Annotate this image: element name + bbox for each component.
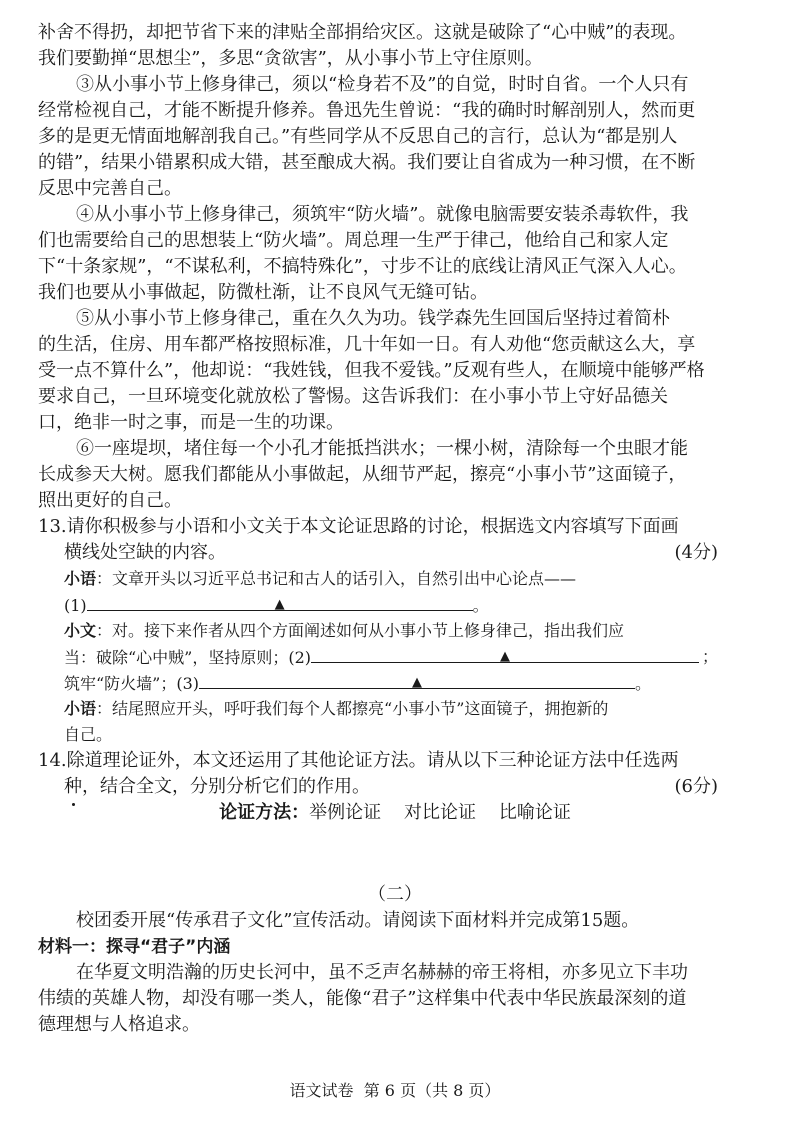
- material-1-line: 德理想与人格追求。: [38, 1014, 200, 1035]
- question-14-score: (6分): [674, 776, 718, 797]
- dialogue-text: ：文章开头以习近平总书记和古人的话引入，自然引出中心论点——: [96, 569, 577, 588]
- question-13-text-cont: 横线处空缺的内容。: [64, 542, 226, 563]
- speaker-label: 小文: [64, 621, 97, 640]
- para6-line: 长成参天大树。愿我们都能从小事做起，从细节严起，擦亮“小事小节”这面镜子，: [38, 464, 687, 485]
- dialogue-text: ：结尾照应开头，呼吁我们每个人都擦亮“小事小节”这面镜子，拥抱新的: [96, 699, 609, 718]
- question-13-text: [64, 540, 754, 566]
- question-13-score: (4分): [674, 542, 718, 563]
- section-intro: 校团委开展“传承君子文化”宣传活动。请阅读下面材料并完成第15题。: [76, 910, 640, 931]
- answer-line-1: [64, 592, 754, 618]
- para3-line: 多的是更无情面地解剖我自己。”有些同学从不反思自己的言行，总认为“都是别人: [38, 126, 678, 147]
- para5-line: 受一点不算什么”，他却说：“我姓钱，但我不爱钱。”反观有些人，在顺境中能够严格: [38, 360, 705, 381]
- material-1-line: 伟绩的英雄人物，却没有哪一类人，能像“君子”这样集中代表中华民族最深刻的道: [38, 988, 687, 1009]
- question-13-text: 13.请你积极参与小语和小文关于本文论证思路的讨论，根据选文内容填写下面画: [38, 516, 679, 537]
- para5-line: ⑤从小事小节上修身律己，重在久久为功。钱学森先生回国后坚持过着简朴: [76, 308, 670, 329]
- para4-line: 我们也要从小事做起，防微杜渐，让不良风气无缝可钻。: [38, 282, 488, 303]
- blank-end: 。: [472, 596, 489, 615]
- speaker-label: 小语: [64, 569, 97, 588]
- blank-marker: ▲: [500, 649, 511, 664]
- para5-line: 要求自己，一旦环境变化就放松了警惕。这告诉我们：在小事小节上守好品德关: [38, 386, 668, 407]
- para6-line: ⑥一座堤坝，堵住每一个小孔才能抵挡洪水；一棵小树，清除每一个虫眼才能: [76, 438, 688, 459]
- speaker-label: 小语: [64, 699, 97, 718]
- question-14-text: [64, 774, 754, 800]
- para5-line: 口，绝非一时之事，而是一生的功课。: [38, 412, 344, 433]
- dialogue-text: 自己。: [64, 725, 113, 744]
- para3-line: 经常检视自己，才能不断提升修养。鲁迅先生曾说：“我的确时时解剖别人，然而更: [38, 100, 696, 121]
- material-1-title: 材料一：探寻“君子”内涵: [38, 937, 231, 957]
- blank-end: ；: [701, 647, 718, 666]
- para3-line: ③从小事小节上修身律己，须以“检身若不及”的自觉，时时自省。一个人只有: [76, 74, 689, 95]
- material-1-line: 在华夏文明浩瀚的历史长河中，虽不乏声名赫赫的帝王将相，亦多见立下丰功: [76, 962, 688, 983]
- dialogue-text: 当：破除“心中贼”，坚持原则；(2): [64, 648, 312, 667]
- question-14-text-cont: 种，结合全文，分别分析它们的作用。: [64, 776, 370, 797]
- answer-line-2: [64, 644, 754, 670]
- para3-line: 反思中完善自己。: [38, 178, 182, 199]
- dialogue-xiaoyu-2: [64, 696, 754, 722]
- answer-blank-1[interactable]: [87, 592, 473, 611]
- blank-label: (1): [64, 596, 87, 615]
- dialogue-xiaowen-1: [64, 618, 754, 644]
- text-line: 我们要勤掸“思想尘”，多思“贪欲害”，从小事小节上守住原则。: [38, 48, 543, 69]
- para3-line: 的错”，结果小错累积成大错，甚至酿成大祸。我们要让自省成为一种习惯，在不断: [38, 152, 696, 173]
- methods-line: [0, 800, 790, 826]
- para5-line: 的生活，住房、用车都严格按照标准，几十年如一日。有人劝他“您贡献这么大，享: [38, 334, 696, 355]
- blank-marker: ▲: [274, 597, 285, 612]
- dialogue-text: 筑牢“防火墙”；(3): [64, 674, 200, 693]
- answer-blank-3[interactable]: [199, 670, 635, 689]
- methods-list: 举例论证 对比论证 比喻论证: [309, 802, 571, 823]
- text-line: 补舍不得扔，却把节省下来的津贴全部捐给灾区。这就是破除了“心中贼”的表现。: [38, 22, 687, 43]
- blank-end: 。: [635, 674, 652, 693]
- dialogue-xiaoyu-1: [64, 566, 754, 592]
- section-heading: （二）: [368, 884, 422, 905]
- page-footer: 语文试卷 第 6 页（共 8 页）: [289, 1081, 501, 1100]
- methods-label: 论证方法：: [219, 802, 310, 823]
- para6-line: 照出更好的自己。: [38, 490, 182, 511]
- question-14-text: 14.除道理论证外，本文还运用了其他论证方法。请从以下三种论证方法中任选两: [38, 750, 679, 771]
- para4-line: 下“十条家规”，“不谋私利，不搞特殊化”，寸步不让的底线让清风正气深入人心。: [38, 256, 687, 277]
- dialogue-text: ：对。接下来作者从四个方面阐述如何从小事小节上修身律己，指出我们应: [96, 621, 625, 640]
- blank-marker: ▲: [412, 675, 423, 690]
- para4-line: ④从小事小节上修身律己，须筑牢“防火墙”。就像电脑需要安装杀毒软件，我: [76, 204, 689, 225]
- para4-line: 们也需要给自己的思想装上“防火墙”。周总理一生严于律己，他给自己和家人定: [38, 230, 669, 251]
- answer-blank-2[interactable]: [311, 644, 699, 663]
- answer-line-3: [64, 670, 754, 696]
